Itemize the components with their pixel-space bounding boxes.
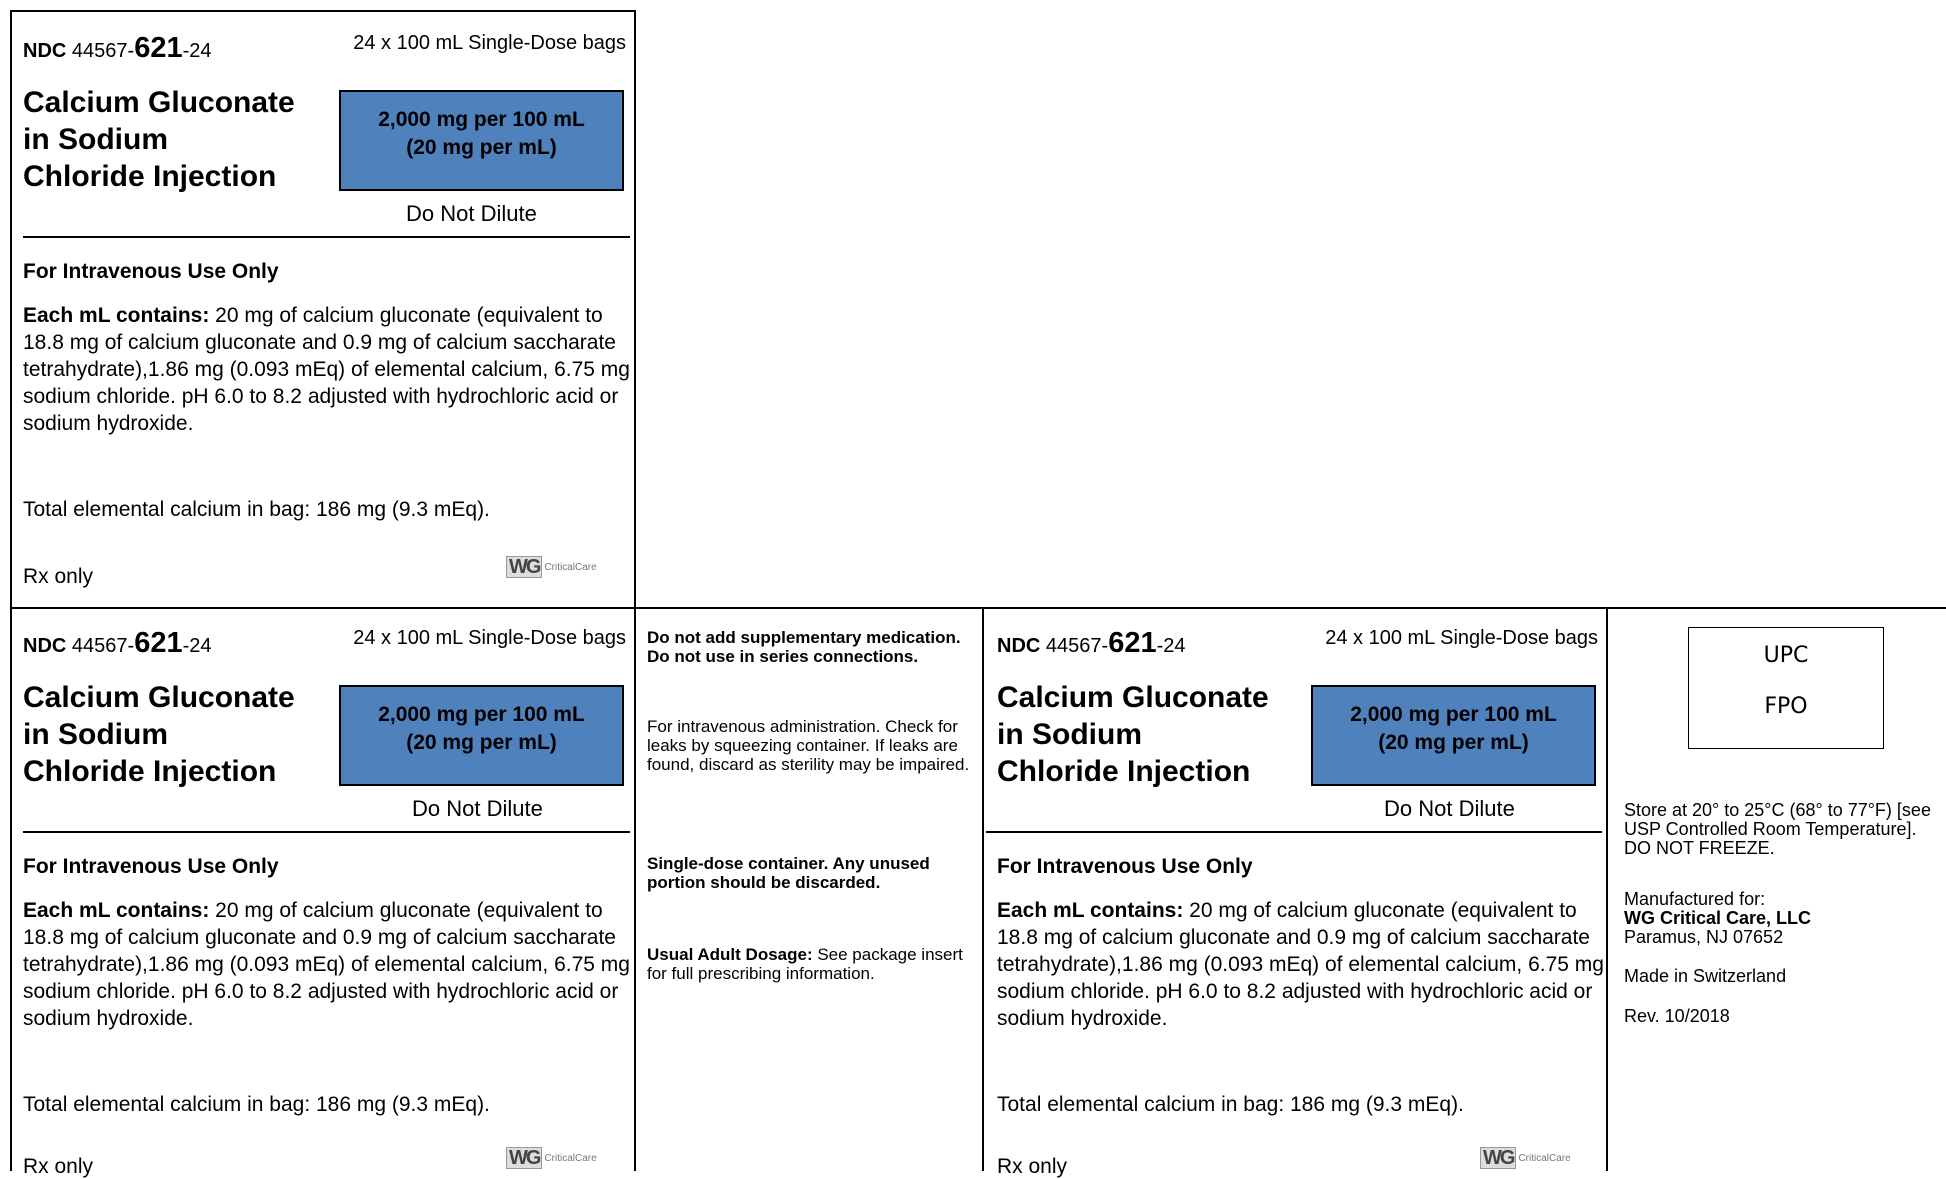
product-name-line3: Chloride Injection	[23, 160, 277, 193]
upc-placeholder	[1688, 627, 1884, 749]
dosage-text	[647, 945, 972, 983]
administration-text: For intravenous administration. Check for leaks by squeezing container. If leaks are found, discard as sterility may be impaired.	[647, 717, 970, 774]
ndc-part1: 44567-	[1045, 635, 1109, 657]
strength-box	[339, 685, 624, 786]
ndc-line	[997, 627, 1598, 660]
label-panel-bottom-right	[986, 607, 1608, 1178]
ndc-prefix: NDC	[23, 40, 67, 62]
divider	[23, 236, 630, 238]
product-name-line2: in Sodium	[23, 718, 168, 751]
ndc-prefix: NDC	[23, 635, 67, 657]
contains-body: 20 mg of calcium gluconate (equivalent to 18.8 mg of calcium gluconate and 0.9 mg of calcium saccharate tetrahydrate),1.86 mg (0.093 mEq) of elemental calcium, 6.75 mg sodium chloride. pH 6.0 to 8.2 adjusted with hydrochloric acid or sodium hydroxide.	[23, 899, 630, 1030]
contains-text	[23, 897, 633, 1032]
ndc-part1: 44567-	[71, 635, 135, 657]
pack-size: 24 x 100 mL Single-Dose bags	[1325, 627, 1598, 649]
strength-box	[339, 90, 624, 191]
product-name-line3: Chloride Injection	[997, 755, 1251, 788]
country-of-origin: Made in Switzerland	[1624, 966, 1787, 986]
product-name-line1: Calcium Gluconate	[997, 681, 1269, 714]
fpo-text: FPO	[1764, 694, 1808, 719]
strength-line1: 2,000 mg per 100 mL	[378, 703, 585, 726]
ndc-product-code: 621	[134, 627, 183, 659]
contains-label: Each mL contains:	[23, 304, 210, 327]
manufactured-for: Manufactured for:	[1624, 889, 1766, 909]
wg-logo	[1480, 1147, 1571, 1169]
product-name-line3: Chloride Injection	[23, 755, 277, 788]
wg-logo	[506, 556, 597, 578]
strength-line2: (20 mg per mL)	[406, 731, 557, 754]
wg-logo	[506, 1147, 597, 1169]
product-name-line1: Calcium Gluconate	[23, 681, 295, 714]
ndc-part1: 44567-	[71, 40, 135, 62]
rx-only: Rx only	[23, 565, 94, 588]
supplementary-warning: Do not add supplementary medication. Do not use in series connections.	[647, 628, 961, 666]
product-name-line1: Calcium Gluconate	[23, 86, 295, 119]
total-calcium: Total elemental calcium in bag: 186 mg (9.3 mEq).	[23, 1093, 490, 1116]
product-name-line2: in Sodium	[23, 123, 168, 156]
total-calcium: Total elemental calcium in bag: 186 mg (9.3 mEq).	[23, 498, 490, 521]
wg-logo-text: CriticalCare	[1518, 1152, 1571, 1164]
product-name	[23, 84, 295, 195]
company-name: WG Critical Care, LLC	[1624, 908, 1812, 928]
strength-line1: 2,000 mg per 100 mL	[1350, 703, 1557, 726]
do-not-dilute: Do Not Dilute	[412, 796, 543, 821]
strength-line2: (20 mg per mL)	[1378, 731, 1529, 754]
upc-text: UPC	[1763, 643, 1809, 668]
revision-date: Rev. 10/2018	[1624, 1006, 1730, 1026]
storage-text: Store at 20° to 25°C (68° to 77°F) [see USP Controlled Room Temperature]. DO NOT FREEZE.	[1624, 800, 1931, 858]
ndc-product-code: 621	[1108, 627, 1157, 659]
ndc-prefix: NDC	[997, 635, 1041, 657]
product-name	[23, 679, 295, 790]
divider	[986, 831, 1602, 833]
contains-label: Each mL contains:	[997, 899, 1184, 922]
iv-use-heading: For Intravenous Use Only	[997, 855, 1253, 878]
strength-box	[1311, 685, 1596, 786]
ndc-package-code: -24	[182, 40, 212, 62]
ndc-product-code: 621	[134, 32, 183, 64]
pack-size: 24 x 100 mL Single-Dose bags	[353, 32, 626, 54]
wg-logo-mark: WG	[1480, 1147, 1516, 1169]
label-panel-top	[10, 10, 636, 607]
rx-only: Rx only	[997, 1155, 1068, 1178]
ndc-line	[23, 627, 626, 660]
total-calcium: Total elemental calcium in bag: 186 mg (9.3 mEq).	[997, 1093, 1464, 1116]
iv-use-heading: For Intravenous Use Only	[23, 260, 279, 283]
product-name	[997, 679, 1269, 790]
dosage-label: Usual Adult Dosage:	[647, 945, 813, 964]
iv-use-heading: For Intravenous Use Only	[23, 855, 279, 878]
divider	[23, 831, 630, 833]
wg-logo-mark: WG	[506, 1147, 542, 1169]
wg-logo-mark: WG	[506, 556, 542, 578]
contains-text	[997, 897, 1607, 1032]
dosage-body: See package insert for full prescribing information.	[647, 945, 963, 983]
contains-body: 20 mg of calcium gluconate (equivalent to 18.8 mg of calcium gluconate and 0.9 mg of calcium saccharate tetrahydrate),1.86 mg (0.093 mEq) of elemental calcium, 6.75 mg sodium chloride. pH 6.0 to 8.2 adjusted with hydrochloric acid or sodium hydroxide.	[997, 899, 1604, 1030]
info-panel-middle	[636, 607, 984, 1171]
contains-body: 20 mg of calcium gluconate (equivalent to 18.8 mg of calcium gluconate and 0.9 mg of calcium saccharate tetrahydrate),1.86 mg (0.093 mEq) of elemental calcium, 6.75 mg sodium chloride. pH 6.0 to 8.2 adjusted with hydrochloric acid or sodium hydroxide.	[23, 304, 630, 435]
single-dose-text: Single-dose container. Any unused portion should be discarded.	[647, 854, 930, 892]
rx-only: Rx only	[23, 1155, 94, 1178]
wg-logo-text: CriticalCare	[544, 561, 597, 573]
ndc-package-code: -24	[182, 635, 212, 657]
storage-panel	[1610, 607, 1946, 1171]
strength-line1: 2,000 mg per 100 mL	[378, 108, 585, 131]
do-not-dilute: Do Not Dilute	[406, 201, 537, 226]
wg-logo-text: CriticalCare	[544, 1152, 597, 1164]
product-name-line2: in Sodium	[997, 718, 1142, 751]
company-address: Paramus, NJ 07652	[1624, 927, 1784, 947]
label-panel-bottom-left	[10, 607, 636, 1178]
contains-text	[23, 302, 633, 437]
contains-label: Each mL contains:	[23, 899, 210, 922]
pack-size: 24 x 100 mL Single-Dose bags	[353, 627, 626, 649]
ndc-line	[23, 32, 626, 65]
ndc-package-code: -24	[1156, 635, 1186, 657]
strength-line2: (20 mg per mL)	[406, 136, 557, 159]
do-not-dilute: Do Not Dilute	[1384, 796, 1515, 821]
